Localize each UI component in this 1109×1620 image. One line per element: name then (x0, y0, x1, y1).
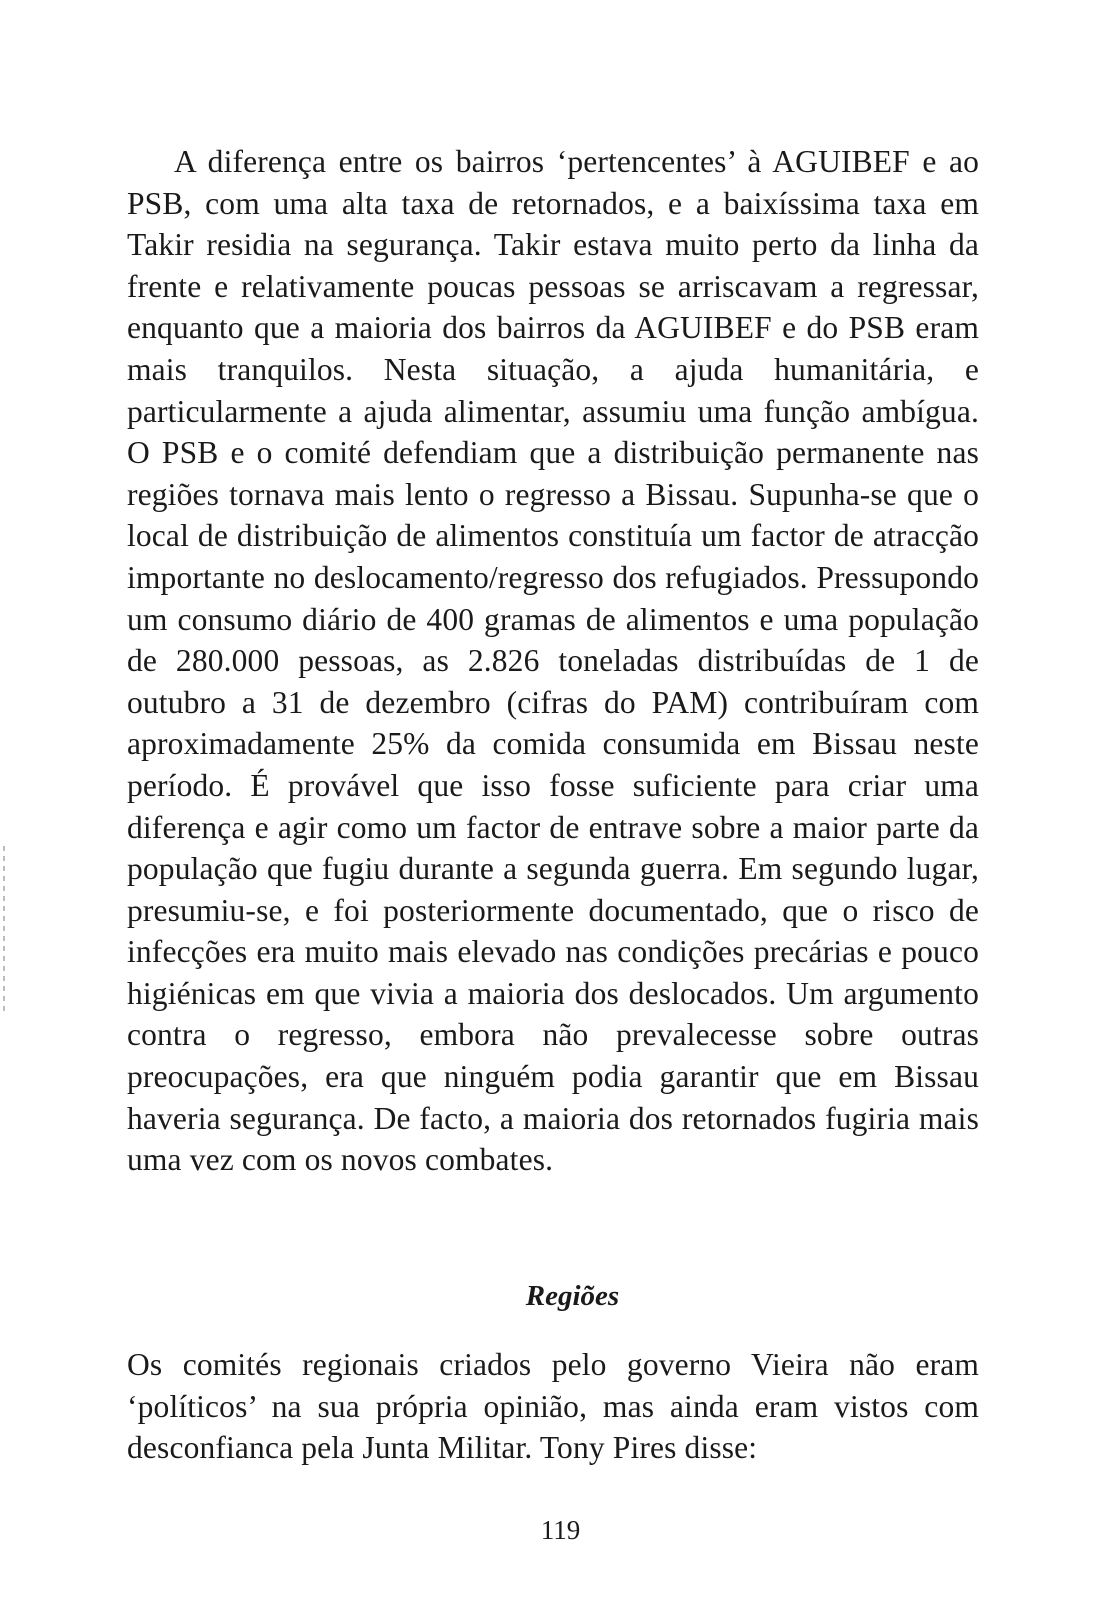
scan-margin-mark (3, 846, 5, 1016)
body-paragraph-2: Os comités regionais criados pelo governo Vieira não eram ‘políticos’ na sua própria opinião, mas ainda eram vistos com desconfianca pela Junta Militar. Tony Pires disse: (127, 1347, 979, 1466)
body-paragraph-1: A diferença entre os bairros ‘pertencentes’ à AGUIBEF e ao PSB, com uma alta taxa de retornados, e a baixíssima taxa em Takir residia na segurança. Takir estava muito perto da linha da frente e relativamente poucas pessoas se arriscavam a regressar, enquanto que a maioria dos bairros da AGUIBEF e do PSB eram mais tranquilos. Nesta situação, a ajuda humanitária, e particularmente a ajuda alimentar, assumiu uma função ambígua. O PSB e o comité defendiam que a distribuição permanente nas regiões tornava mais lento o regresso a Bissau. Supunha-se que o local de distribuição de alimentos constituía um factor de atracção importante no deslocamento/regresso dos refugiados. Pressupondo um consumo diário de 400 gramas de alimentos e uma população de 280.000 pessoas, as 2.826 toneladas distribuídas de 1 de outubro a 31 de dezembro (cifras do PAM) contribuíram com aproximadamente 25% da comida consumida em Bissau neste período. É provável que isso fosse suficiente para criar uma diferença e agir como um factor de entrave sobre a maior parte da população que fugiu durante a segunda guerra. Em segundo lugar, presumiu-se, e foi posteriormente documentado, que o risco de infecções era muito mais elevado nas condições precárias e pouco higiénicas em que vivia a maioria dos deslocados. Um argumento contra o regresso, embora não prevalecesse sobre outras preocupações, era que ninguém podia garantir que em Bissau haveria segurança. De facto, a maioria dos retornados fugiria mais uma vez com os novos combates. (127, 144, 979, 1178)
page-number: 119 (540, 1515, 581, 1545)
section-heading: Regiões (525, 1280, 620, 1312)
